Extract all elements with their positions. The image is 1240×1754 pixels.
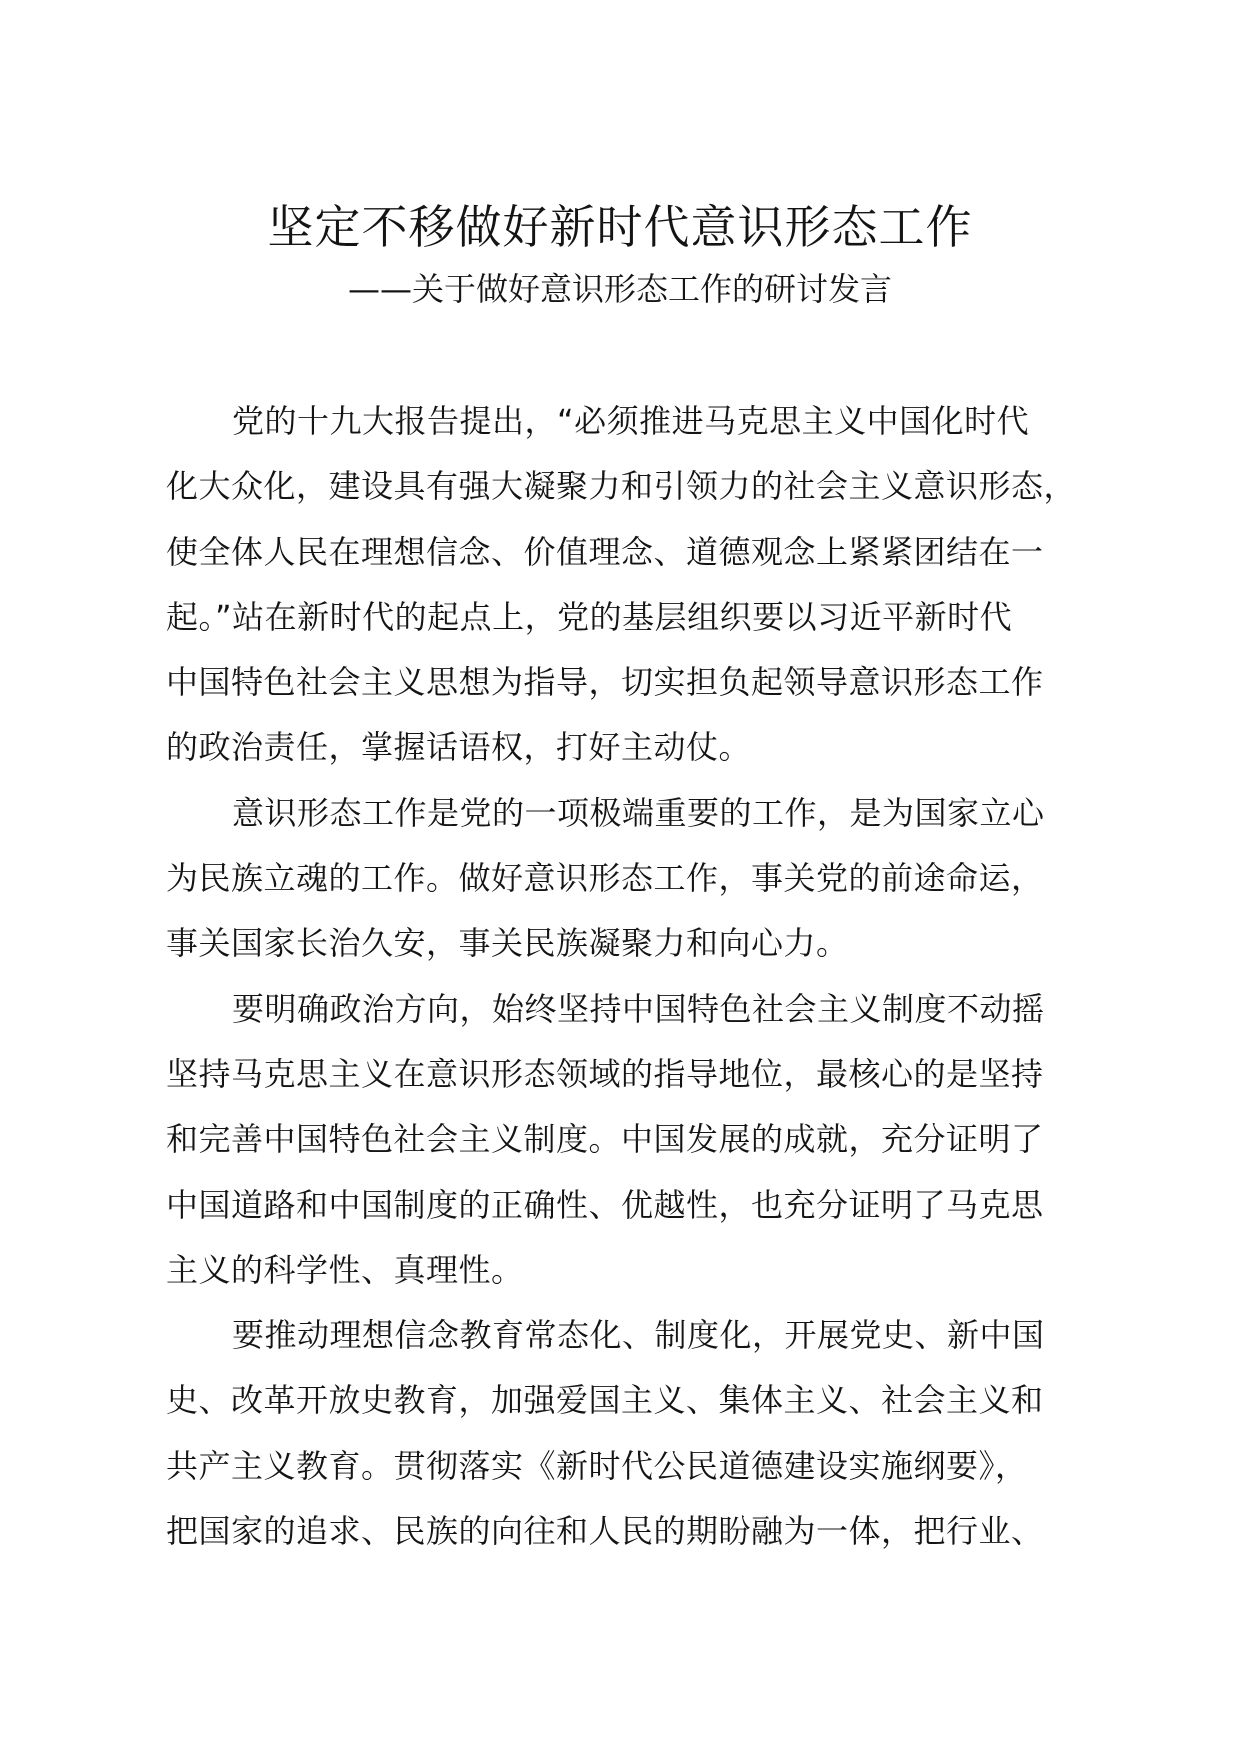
- text-line: 中国道路和中国制度的正确性、优越性，也充分证明了马克思: [166, 1185, 1044, 1224]
- text-line: 的政治责任，掌握话语权，打好主动仗。: [166, 728, 752, 767]
- text-line: 史、改革开放史教育，加强爱国主义、集体主义、社会主义和: [166, 1381, 1044, 1420]
- text-line: 要明确政治方向，始终坚持中国特色社会主义制度不动摇: [232, 989, 1045, 1028]
- document-subtitle: ——关于做好意识形态工作的研讨发言: [347, 270, 892, 308]
- document-title: 坚定不移做好新时代意识形态工作: [267, 200, 973, 254]
- text-line: 起。”站在新时代的起点上，党的基层组织要以习近平新时代: [166, 597, 1013, 636]
- text-line: 意识形态工作是党的一项极端重要的工作，是为国家立心: [232, 793, 1045, 832]
- text-line: 为民族立魂的工作。做好意识形态工作，事关党的前途命运，: [166, 859, 1044, 898]
- text-line: 把国家的追求、民族的向往和人民的期盼融为一体，把行业、: [166, 1512, 1044, 1551]
- text-line: 和完善中国特色社会主义制度。中国发展的成就，充分证明了: [166, 1120, 1044, 1159]
- text-line: 化大众化，建设具有强大凝聚力和引领力的社会主义意识形态，: [166, 467, 1077, 506]
- text-line: 共产主义教育。贯彻落实《新时代公民道德建设实施纲要》，: [166, 1446, 1028, 1485]
- document-body: [166, 394, 1078, 1569]
- text-line: 使全体人民在理想信念、价值理念、道德观念上紧紧团结在一: [166, 532, 1044, 571]
- text-line: 事关国家长治久安，事关民族凝聚力和向心力。: [166, 924, 849, 963]
- text-line: 坚持马克思主义在意识形态领域的指导地位，最核心的是坚持: [166, 1054, 1044, 1093]
- text-line: 要推动理想信念教育常态化、制度化，开展党史、新中国: [232, 1316, 1045, 1355]
- text-line: 主义的科学性、真理性。: [166, 1250, 524, 1289]
- text-line: 党的十九大报告提出，“必须推进马克思主义中国化时代: [232, 402, 1030, 440]
- text-line: 中国特色社会主义思想为指导，切实担负起领导意识形态工作: [166, 663, 1044, 702]
